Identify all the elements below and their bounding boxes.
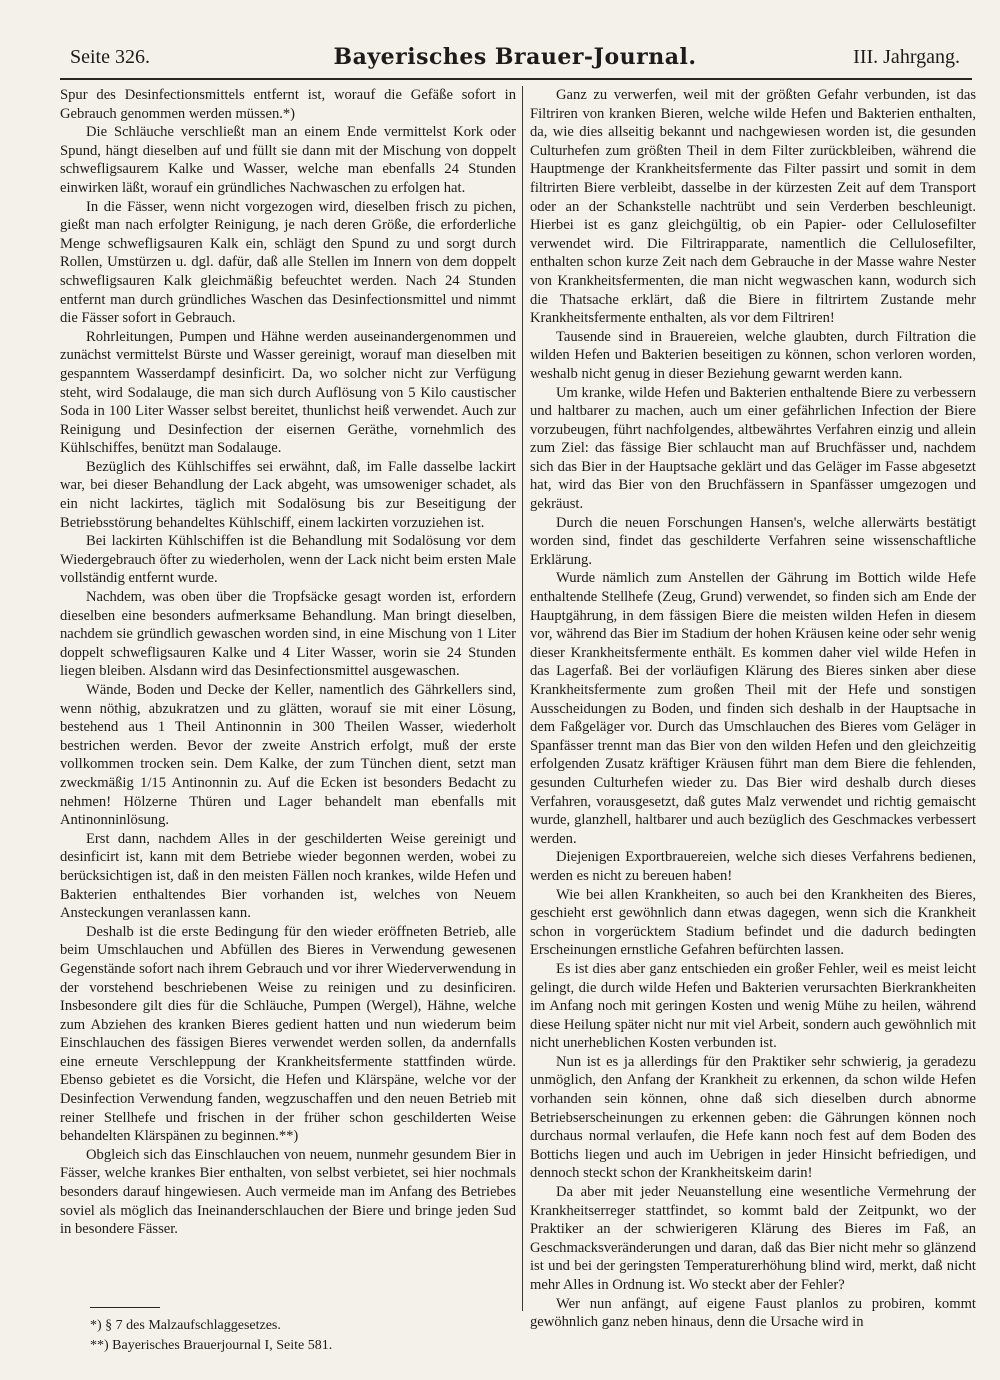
paragraph: Da aber mit jeder Neuanstellung eine wesentliche Vermehrung der Krankheitserreger stattfindet, so kommt bald der Zeitpunkt, wo der Praktiker an der schwierigeren Klärung des Bieres im Faß, an Geschmacksveränderungen und daran, daß das Bier nicht mehr so glänzend ist und bei der geringsten Temperaturerhöhung blind wird, merkt, daß nicht mehr Alles in Ordnung ist. Wo steckt aber der Fehler? bbox=[530, 1184, 976, 1293]
paragraph: Wer nun anfängt, auf eigene Faust planlos zu probiren, kommt gewöhnlich ganz neben hinaus, denn die Ursache wird in bbox=[530, 1295, 976, 1331]
paragraph: Tausende sind in Brauereien, welche glaubten, durch Filtration die wilden Hefen und Bakterien beseitigen zu können, schon verloren worden, weshalb nicht genug in dieser Beziehung gewarnt werden kann. bbox=[530, 328, 976, 382]
footnote-rule bbox=[90, 1307, 160, 1308]
journal-title: Bayerisches Brauer-Journal. bbox=[333, 44, 697, 70]
paragraph: Spur des Desinfectionsmittels entfernt ist, worauf die Gefäße sofort in Gebrauch genommen werden müssen.*) bbox=[60, 87, 516, 122]
right-column bbox=[530, 86, 976, 1331]
volume-label: III. Jahrgang. bbox=[853, 46, 960, 68]
paragraph: Wie bei allen Krankheiten, so auch bei den Krankheiten des Bieres, geschieht erst gewöhnlich dann etwas dagegen, wenn sich die Krankheit schon in vorgerücktem Stadium befindet und die dadurch bedingten Erscheinungen ernstliche Gefahren befürchten lassen. bbox=[530, 886, 976, 959]
paragraph: In die Fässer, wenn nicht vorgezogen wird, dieselben frisch zu pichen, gießt man nach erfolgter Reinigung, je nach deren Größe, die erforderliche Menge schwefligsauren Kalk ein, schlägt den Spund zu und sorgt durch Rollen, Umstürzen u. dgl. dafür, daß alle Stellen im Innern von dem doppelt schwefligsauren Kalk gleichmäßig befeuchtet werden. Nach 24 Stunden entfernt man durch gründliches Waschen das Desinfectionsmittel und nimmt die Fässer sofort in Gebrauch. bbox=[60, 198, 516, 327]
footnotes bbox=[60, 1316, 516, 1356]
page-number: Seite 326. bbox=[70, 46, 150, 68]
paragraph: Bezüglich des Kühlschiffes sei erwähnt, daß, im Falle dasselbe lackirt war, bei dieser Behandlung der Lack abgeht, was umsoweniger schadet, als ein nicht lackirtes, täglich mit Sodalösung bis zur Beseitigung der Betriebsstörung behandeltes Kühlschiff, einem lackirten vorzuziehen ist. bbox=[60, 458, 516, 531]
footnote: *) § 7 des Malzaufschlaggesetzes. bbox=[90, 1318, 281, 1333]
paragraph: Diejenigen Exportbrauereien, welche sich dieses Verfahrens bedienen, werden es nicht zu bereuen haben! bbox=[530, 849, 976, 884]
paragraph: Obgleich sich das Einschlauchen von neuem, nunmehr gesundem Bier in Fässer, welche krankes Bier enthalten, von selbst verbietet, sei hier nochmals besonders darauf hingewiesen. Auch vermeide man im Anfang des Betriebes soviel als möglich das Ineinanderschlauchen der Biere und bringe jeden Sud in besondere Fässer. bbox=[60, 1146, 516, 1238]
paragraph: Die Schläuche verschließt man an einem Ende vermittelst Kork oder Spund, hängt dieselben auf und füllt sie dann mit der Mischung von doppelt schwefligsaurem Kalke und Wasser, welche man ebenfalls 24 Stunden einwirken läßt, worauf ein gründliches Nachwaschen zu erfolgen hat. bbox=[60, 124, 516, 196]
paragraph: Deshalb ist die erste Bedingung für den wieder eröffneten Betrieb, alle beim Umschlauchen und Abfüllen des Bieres in Verwendung gewesenen Gegenstände sofort nach ihrem Gebrauch und vor ihrer Wiederverwendung in der vorstehend beschriebenen Weise zu reinigen und zu desinficiren. Insbesondere gilt dies für die Schläuche, Pumpen (Wergel), Hähne, welche zum Abziehen des kranken Bieres gedient hatten und nun wiederum beim Einschlauchen des fässigen Bieres verwendet werden sollen, da andernfalls eine erneute Verschleppung der Krankheitsfermente stattfinden würde. Ebenso gebietet es die Vorsicht, die Hefen und Klärspäne, welche vor der Desinfection Verwendung fanden, wegzuschaffen und den neuen Betrieb mit reiner Stellhefe und frischen in der früher schon geschilderten Weise behandelten Klärspänen zu beginnen.**) bbox=[60, 923, 516, 1145]
paragraph: Nun ist es ja allerdings für den Praktiker sehr schwierig, ja geradezu unmöglich, den Anfang der Krankheit zu erkennen, da schon wilde Hefen vorhanden sein können, ohne daß sich dieselben durch abnorme Betriebserscheinungen zu erkennen geben: die Gährungen können noch durchaus normal verlaufen, die Hefe kann noch fest auf dem Boden des Bottichs liegen und auch im Uebrigen in jeder Hinsicht befriedigen, und dennoch steckt schon der Krankheitskeim darin! bbox=[530, 1053, 976, 1182]
paragraph: Erst dann, nachdem Alles in der geschilderten Weise gereinigt und desinficirt ist, kann mit dem Betriebe wieder begonnen werden, wobei zu berücksichtigen ist, daß in den meisten Fällen noch krankes, wilde Hefen und Bakterien enthaltendes Bier vorhanden ist, welches von Neuem Ansteckungen veranlassen kann. bbox=[60, 830, 516, 922]
paragraph: Ganz zu verwerfen, weil mit der größten Gefahr verbunden, ist das Filtriren von kranken Bieren, welche wilde Hefen und Bakterien enthalten, da, wie dies allseitig bekannt und nachgewiesen worden ist, die gesunden Culturhefen zum größten Theil in dem Filter zurückbleiben, während die Hauptmenge der Krankheitsfermente das Filter passirt und somit in dem filtrirten Biere verbleibt, dasselbe in der kürzesten Zeit auf dem Transport oder an der Schankstelle nachtrübt und sein Verderben beschleunigt. Hierbei ist es ganz gleichgültig, ob ein Papier- oder Cellulosefilter verwendet wird. Die Filtrirapparate, namentlich die Cellulosefilter, enthalten schon kurze Zeit nach dem Gebrauche in der Masse wahre Nester von Krankheitsfermenten, die man nicht wegwaschen kann, wodurch sich die Thatsache erklärt, daß die Biere in filtrirtem Zustande mehr Krankheitsfermente enthalten, als vor dem Filtriren! bbox=[530, 87, 976, 327]
column-divider bbox=[522, 86, 523, 1311]
left-column bbox=[60, 86, 516, 1301]
paragraph: Um kranke, wilde Hefen und Bakterien enthaltende Biere zu verbessern und haltbarer zu machen, auch um einer gefährlichen Infection der Biere vorzubeugen, führt nachfolgendes, altbewährtes Verfahren einzig und allein zum Ziel: das fässige Bier schlaucht man auf Bruchfässer und, nachdem sich das Bier in der Hauptsache geklärt und das Geläger im Fasse abgesetzt hat, wird das Bier von den Bruchfässern in Spanfässer umgezogen und gekräust. bbox=[530, 384, 976, 513]
paragraph: Bei lackirten Kühlschiffen ist die Behandlung mit Sodalösung vor dem Wiedergebrauch öfter zu wiederholen, wenn der Lack nicht beim ersten Male vollständig entfernt wurde. bbox=[60, 533, 516, 587]
header-rule bbox=[60, 78, 972, 80]
paragraph: Es ist dies aber ganz entschieden ein großer Fehler, weil es meist leicht gelingt, die durch wilde Hefen und Bakterien verursachten Bierkrankheiten im Anfang noch mit geringen Kosten und wenig Mühe zu heilen, während diese Heilung später nicht nur mit viel Arbeit, sondern auch gewöhnlich mit nicht unerheblichen Kosten verbunden ist. bbox=[530, 960, 976, 1052]
page-header bbox=[60, 40, 970, 80]
paragraph: Rohrleitungen, Pumpen und Hähne werden auseinandergenommen und zunächst vermittelst Bürste und Wasser gereinigt, worauf man dieselben mit gespanntem Wasserdampf desinficirt. Da, wo solcher nicht zur Verfügung steht, wird Sodalauge, die man sich durch Auflösung von 5 Kilo caustischer Soda in 100 Liter Wasser selbst bereitet, thunlichst heiß verwendet. Auch zur Reinigung und Desinfection der eisernen Geräthe, vornehmlich des Kühlschiffes, benützt man Sodalauge. bbox=[60, 328, 516, 457]
paragraph: Nachdem, was oben über die Tropfsäcke gesagt worden ist, erfordern dieselben eine besonders aufmerksame Behandlung. Man bringt dieselben, nachdem sie gründlich gewaschen worden sind, in eine Mischung von 1 Liter doppelt schwefligsauren Kalke und 4 Liter Wasser, worin sie 24 Stunden liegen bleiben. Alsdann wird das Desinfectionsmittel ausgewaschen. bbox=[60, 589, 516, 680]
footnote: **) Bayerisches Brauerjournal I, Seite 581. bbox=[90, 1338, 333, 1353]
paragraph: Wände, Boden und Decke der Keller, namentlich des Gährkellers sind, wenn nöthig, abzukratzen und zu glätten, worauf sie mit einer Lösung, bestehend aus 1 Theil Antinonnin in 300 Theilen Wasser, wiederholt bestrichen werden. Bevor der zweite Anstrich erfolgt, muß der erste vollkommen trocken sein. Dem Kalke, der zum Tünchen dient, setzt man zweckmäßig 1/15 Antinonnin zu. Auf die Ecken ist besonders Bedacht zu nehmen! Hölzerne Thüren und Lager behandelt man ebenfalls mit Antinonninlösung. bbox=[60, 682, 516, 829]
paragraph: Durch die neuen Forschungen Hansen's, welche allerwärts bestätigt worden sind, findet das geschilderte Verfahren seine wissenschaftliche Erklärung. bbox=[530, 514, 976, 568]
paragraph: Wurde nämlich zum Anstellen der Gährung im Bottich wilde Hefe enthaltende Stellhefe (Zeug, Grund) verwendet, so finden sich am Ende der Hauptgährung, in dem fässigen Biere die meisten wilden Hefen in diesem vor, während das Bier im Stadium der hohen Kräusen keine oder sehr wenig dieser Krankheitsfermente enthält. Es kommen daher viel wilde Hefen in das Lagerfaß. Bei der vorläufigen Klärung des Bieres sinken aber diese Krankheitsfermente zum großen Theil mit der Hefe und sonstigen Ausscheidungen zu Boden, und finden sich deshalb in der Hauptsache in dem Faßgeläger vor. Durch das Umschlauchen des Bieres vom Geläger in Spanfässer trennt man das Bier von den wilden Hefen und den gleichzeitig erfolgenden Zusatz kräftiger Kräusen führt man dem Biere die fehlenden, gesunden Culturhefen wieder zu. Das Bier wird deshalb durch dieses Verfahren, vorausgesetzt, daß gutes Malz verwendet und richtig gemaischt wurde, glanzhell, haltbarer und auch bezüglich des Geschmackes verbessert werden. bbox=[530, 570, 976, 847]
